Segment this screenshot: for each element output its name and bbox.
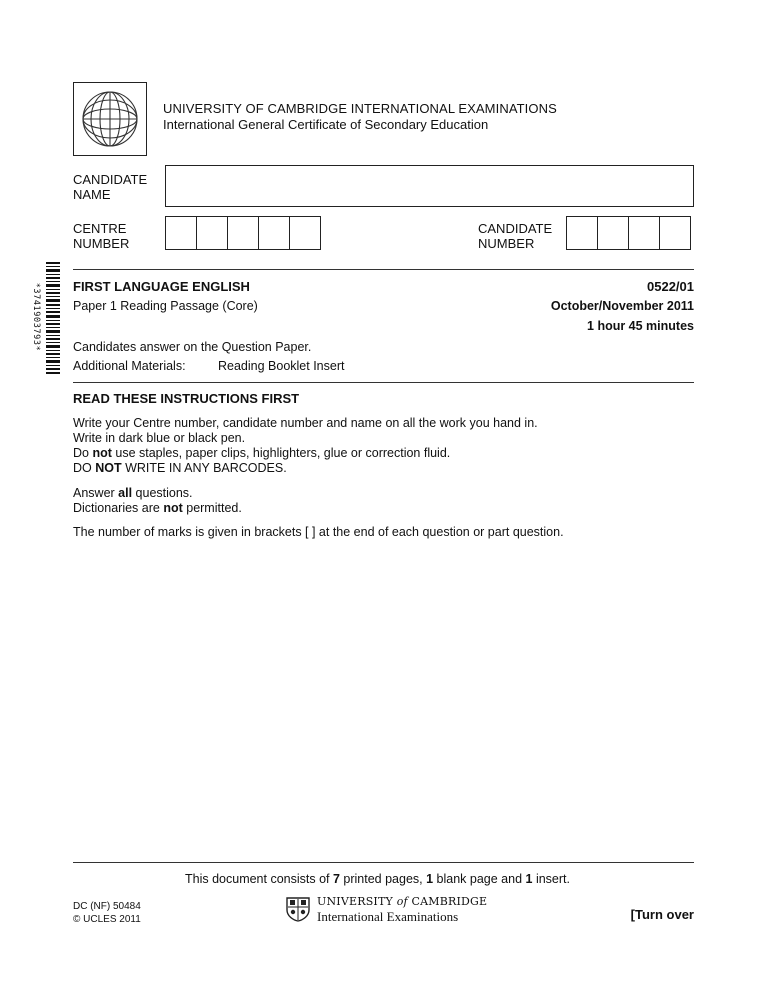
divider [73,382,694,383]
candidate-name-label: CANDIDATE NAME [73,172,148,202]
centre-number-field[interactable] [166,216,336,252]
divider [73,862,694,863]
candidate-number-cell[interactable] [597,216,629,250]
globe-icon [74,83,146,155]
board-subtitle: International General Certificate of Secondary Education [163,117,489,132]
candidate-number-cell[interactable] [659,216,691,250]
centre-number-cell[interactable] [258,216,290,250]
candidate-number-cell[interactable] [566,216,598,250]
crest-icon [285,896,311,922]
instruction-line: Write in dark blue or black pen. [73,431,246,445]
paper-code: 0522/01 [647,279,694,294]
board-title: UNIVERSITY OF CAMBRIDGE INTERNATIONAL EXAMINATIONS [163,101,557,116]
instructions-block [73,416,693,476]
instruction-line: The number of marks is given in brackets [ ] at the end of each question or part question. [73,525,564,539]
centre-number-cell[interactable] [227,216,259,250]
barcode [26,262,62,374]
exam-session: October/November 2011 [550,299,694,313]
instruction-line: Dictionaries are not permitted. [73,501,242,515]
turn-over-label: [Turn over [630,907,694,922]
subject-title: FIRST LANGUAGE ENGLISH [73,279,250,294]
reference-code: DC (NF) 50484 [73,901,141,912]
instruction-line: DO NOT WRITE IN ANY BARCODES. [73,461,287,475]
candidate-name-field[interactable] [165,165,694,207]
document-summary: This document consists of 7 printed pages, 1 blank page and 1 insert. [185,872,570,886]
additional-materials-value: Reading Booklet Insert [218,359,345,373]
candidate-number-field[interactable] [567,216,707,252]
copyright: © UCLES 2011 [73,914,141,925]
footer-logo-line2: International Examinations [317,909,459,924]
centre-number-cell[interactable] [289,216,321,250]
centre-number-cell[interactable] [165,216,197,250]
candidate-number-label: CANDIDATE NUMBER [478,221,553,251]
exam-duration: 1 hour 45 minutes [587,319,694,333]
footer-logo-line1: UNIVERSITY of CAMBRIDGE [317,895,488,908]
instruction-line: Write your Centre number, candidate number and name on all the work you hand in. [73,416,538,430]
centre-number-label: CENTRE NUMBER [73,221,130,251]
candidate-number-cell[interactable] [628,216,660,250]
instructions-block [73,486,693,516]
answer-instruction: Candidates answer on the Question Paper. [73,340,312,354]
barcode-bars [46,262,60,374]
divider [73,269,694,270]
instruction-line: Do not use staples, paper clips, highlighters, glue or correction fluid. [73,446,451,460]
instruction-line: Answer all questions. [73,486,193,500]
additional-materials-label: Additional Materials: [73,359,186,373]
instructions-heading: READ THESE INSTRUCTIONS FIRST [73,391,300,406]
globe-logo-box [73,82,147,156]
barcode-text: *3741903793* [31,282,41,352]
centre-number-cell[interactable] [196,216,228,250]
paper-title: Paper 1 Reading Passage (Core) [73,299,258,313]
